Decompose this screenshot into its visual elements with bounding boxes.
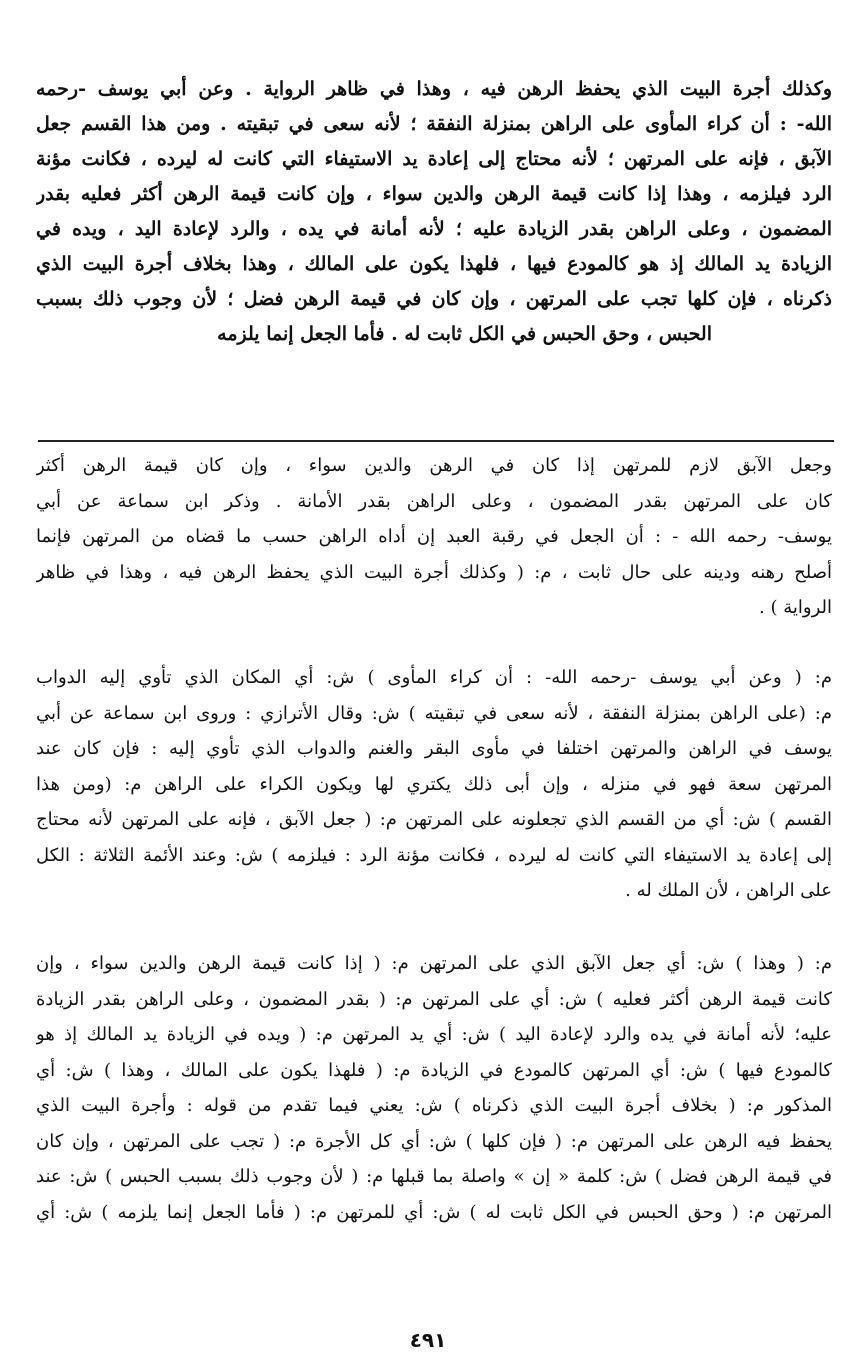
commentary-line: م: ( وعن أبي يوسف -رحمه الله- : أن كراء المأوى ) ش: أي المكان الذي تأوي إليه الدواب <box>36 667 832 688</box>
main-text-line: الآبق ، فإنه على المرتهن ؛ لأنه محتاج إلى إعادة يد الاستيفاء التي كانت له ليرده ، فكانت مؤنة <box>36 148 832 170</box>
commentary-line: الرواية ) . <box>759 597 832 618</box>
commentary-line: المذكور م: ( بخلاف أجرة البيت الذي ذكرناه ) ش: يعني فيما تقدم من قوله : وأجرة البيت الذي <box>36 1095 832 1116</box>
commentary-line: عليه؛ لأنه أمانة في يده والرد لإعادة اليد ) ش: أي يد المرتهن م: ( ويده في الزيادة يد المالك إذ هو <box>36 1024 832 1045</box>
commentary-line: يوسف- رحمه الله - : أن الجعل في رقبة العبد إن أداه الراهن حسب ما قضاه من المرتهن فإنما <box>36 526 832 547</box>
commentary-paragraph-3 <box>36 946 832 1230</box>
footnote-divider <box>38 440 834 442</box>
commentary-line: المرتهن سعة فهو في منزله ، وإن أبى ذلك يكتري لها ويكون الكراء على الراهن م: (ومن هذا <box>36 773 832 795</box>
commentary-line: يحفظ فيه الرهن على المرتهن م: ( فإن كلها ) ش: أي كل الأجرة م: ( تجب على المرتهن ، وإن كان <box>36 1130 832 1152</box>
main-text-line: المضمون ، وعلى الراهن بقدر الزيادة عليه ؛ لأنه أمانة في يده ، والرد لإعادة اليد ، ويده في <box>36 218 832 240</box>
commentary-line: أصلح رهنه ودينه على حال ثابت ، م: ( وكذلك أجرة البيت الذي يحفظ الرهن فيه ، وهذا في ظاهر <box>36 561 832 583</box>
commentary-line: كانت قيمة الرهن أكثر فعليه ) ش: أي على المرتهن م: ( بقدر المضمون ، وعلى الراهن بقدر الزيادة <box>36 988 832 1010</box>
commentary-paragraph-2 <box>36 660 832 909</box>
main-text-line: الحبس ، وحق الحبس في الكل ثابت له . فأما الجعل إنما يلزمه <box>217 323 712 345</box>
commentary-line: القسم ) ش: أي من القسم الذي تجعلونه على المرتهن م: ( جعل الآبق ، فإنه على المرتهن لأنه محتاج <box>36 809 832 830</box>
commentary-line: م: (على الراهن بمنزلة النفقة ، لأنه سعى في تبقيته ) ش: وقال الأترازي : وروى ابن سماعة عن أبي <box>36 702 832 724</box>
commentary-line: يوسف في الراهن والمرتهن اختلفا في مأوى البقر والغنم والدواب الذي تأوي إليه : فإن كان عند <box>36 738 832 759</box>
commentary-line: م: ( وهذا ) ش: أي جعل الآبق الذي على المرتهن م: ( إذا كانت قيمة الرهن والدين سواء ، وإن <box>36 953 832 974</box>
commentary-line: كان على المرتهن بقدر المضمون ، وعلى الراهن بقدر الأمانة . وذكر ابن سماعة عن أبي <box>36 490 832 512</box>
main-text-line: الرد فيلزمه ، وهذا إذا كانت قيمة الرهن والدين سواء ، وإن كانت قيمة الرهن أكثر فعليه بقدر <box>36 183 832 205</box>
commentary-line: المرتهن م: ( وحق الحبس في الكل ثابت له ) ش: أي للمرتهن م: ( فأما الجعل إنما يلزمه ) ش: أي <box>36 1201 832 1223</box>
main-text-line: الله- : أن كراء المأوى على الراهن بمنزلة النفقة ؛ لأنه سعى في تبقيته . ومن هذا القسم جعل <box>36 113 832 135</box>
main-text <box>36 72 832 352</box>
main-text-line: الزيادة يد المالك إذ هو كالمودع فيها ، فلهذا يكون على المالك ، وهذا بخلاف أجرة البيت الذي <box>36 253 832 275</box>
commentary-line: كالمودع فيها ) ش: أي المرتهن كالمودع في الزيادة م: ( فلهذا يكون على المالك ، وهذا ) ش: أي <box>36 1059 832 1081</box>
commentary-paragraph-1 <box>36 448 832 626</box>
commentary-line: إلى إعادة يد الاستيفاء التي كانت له ليرده ، فكانت مؤنة الرد : فيلزمه ) ش: وعند الأئمة الثلاثة : الكل <box>36 844 832 866</box>
commentary-line: على الراهن ، لأن الملك له . <box>625 880 832 901</box>
main-text-line: ذكرناه ، فإن كلها تجب على المرتهن ، وإن كان في قيمة الرهن فضل ؛ لأن وجوب ذلك بسبب <box>36 288 832 310</box>
commentary-line: وجعل الآبق لازم للمرتهن إذا كان في الرهن والدين سواء ، وإن كان قيمة الرهن أكثر <box>36 455 832 476</box>
commentary-line: في قيمة الرهن فضل ) ش: كلمة « إن » واصلة بما قبلها م: ( لأن وجوب ذلك بسبب الحبس ) ش: عند <box>36 1166 832 1187</box>
page-number: ٤٩١ <box>409 1328 447 1352</box>
main-text-line: وكذلك أجرة البيت الذي يحفظ الرهن فيه ، وهذا في ظاهر الرواية . وعن أبي يوسف -رحمه <box>36 78 832 100</box>
